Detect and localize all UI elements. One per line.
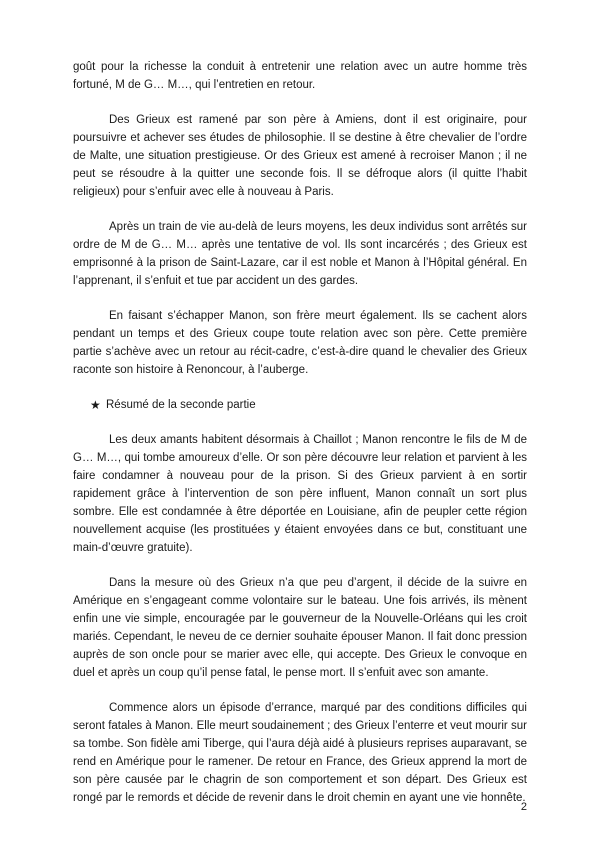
paragraph-chaillot: Les deux amants habitent désormais à Chaillot ; Manon rencontre le fils de M de G… M…, qui tombe amoureux d’elle. Or son père découvre leur relation et parvient à les faire condamner à nouveau pour de la prison. Si des Grieux parvient à en sortir rapidement grâce à l’intervention de son père influent, Manon connaît un sort plus sombre. Elle est condamnée à être déportée en Louisiane, afin de peupler cette région nouvellement acquise (les prostituées y étaient envoyées dans ce but, constituant une main-d’œuvre gratuite). — [73, 434, 527, 554]
paragraph-continuation: goût pour la richesse la conduit à entretenir une relation avec un autre homme très fortuné, M de G… M…, qui l’entretien en retour. — [73, 61, 527, 91]
paragraph-amerique: Dans la mesure où des Grieux n’a que peu d’argent, il décide de la suivre en Amérique en s’engageant comme volontaire sur le bateau. Une fois arrivés, ils mènent enfin une vie simple, encouragée par le gouverneur de la Nouvelle-Orléans qui les croit mariés. Cependant, le neveu de ce dernier souhaite épouser Manon. Il fait donc pression auprès de son oncle pour se marier avec elle, qui accepte. Des Grieux le convoque en duel et après un coup qu’il pense fatal, le pense mort. Il s’enfuit avec son amante. — [73, 577, 527, 679]
section-heading — [90, 396, 527, 414]
paragraph-amiens: Des Grieux est ramené par son père à Amiens, dont il est originaire, pour poursuivre et achever ses études de philosophie. Il se destine à être chevalier de l’ordre de Malte, une situation prestigieuse. Or des Grieux est amené à recroiser Manon ; il ne peut se résoudre à la quitter une seconde fois. Il se défroque alors (il quitte l’habit religieux) pour s’enfuir avec elle à nouveau à Paris. — [73, 114, 527, 198]
paragraph-escape: En faisant s’échapper Manon, son frère meurt également. Ils se cachent alors pendant un temps et des Grieux coupe toute relation avec son père. Cette première partie s’achève avec un retour au récit-cadre, c’est-à-dire quand le chevalier des Grieux raconte son histoire à Renoncour, à l’auberge. — [73, 310, 527, 376]
section-heading-text: Résumé de la seconde partie — [106, 399, 256, 411]
star-bullet-icon: ★ — [90, 398, 101, 412]
paragraph-errance: Commence alors un épisode d’errance, marqué par des conditions difficiles qui seront fatales à Manon. Elle meurt soudainement ; des Grieux l’enterre et veut mourir sur sa tombe. Son fidèle ami Tiberge, qui l’aura déjà aidé à plusieurs reprises auparavant, se rend en Amérique pour le ramener. De retour en France, des Grieux apprend la mort de son père causée par le chagrin de son comportement et son départ. Des Grieux est rongé par le remords et décide de revenir dans le droit chemin en ayant une vie honnête. — [73, 702, 527, 804]
paragraph-arrest: Après un train de vie au-delà de leurs moyens, les deux individus sont arrêtés sur ordre de M de G… M… après une tentative de vol. Ils sont incarcérés ; des Grieux est emprisonné à la prison de Saint-Lazare, car il est noble et Manon à l’Hôpital général. En l’apprenant, il s’enfuit et tue par accident un des gardes. — [73, 221, 527, 287]
page-number: 2 — [520, 801, 527, 813]
